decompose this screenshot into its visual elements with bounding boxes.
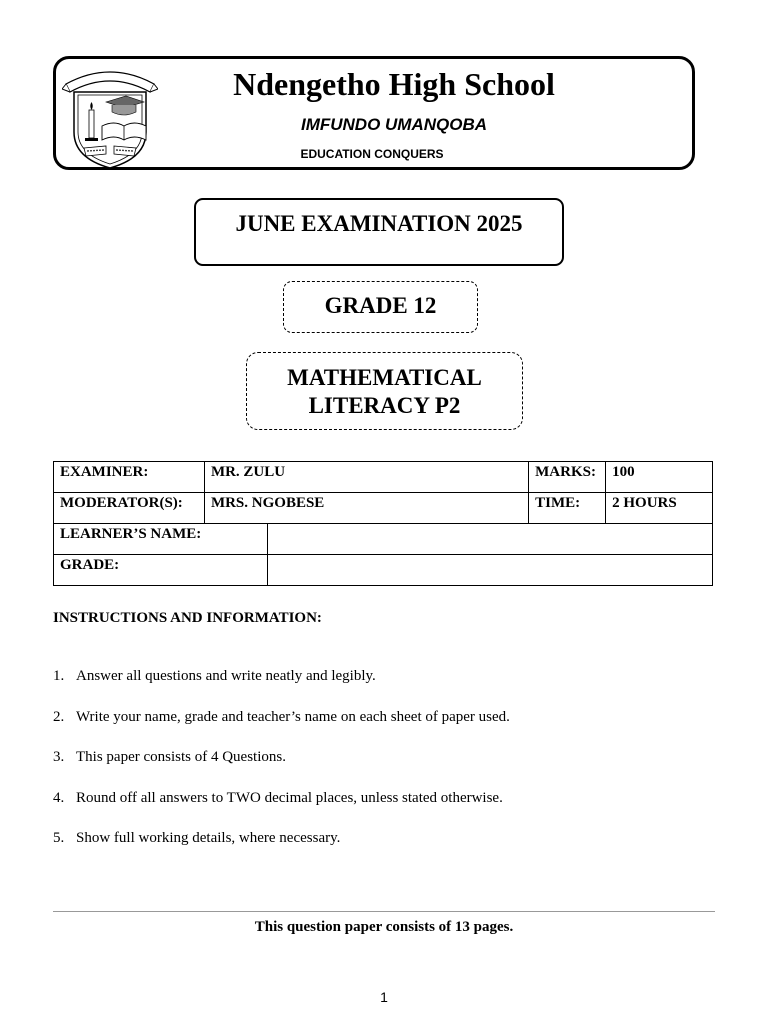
instructions-list <box>53 666 713 869</box>
grade-field[interactable] <box>267 555 712 586</box>
school-motto-translation: EDUCATION CONQUERS <box>300 147 444 161</box>
exam-details-table <box>53 461 713 586</box>
exam-subject <box>246 352 523 430</box>
school-motto: IMFUNDO UMANQOBA <box>300 115 488 134</box>
school-name: Ndengetho High School <box>233 66 555 102</box>
page-count-note: This question paper consists of 13 pages. <box>254 919 514 935</box>
grade-label: GRADE: <box>54 555 268 586</box>
instruction-text: This paper consists of 4 Questions. <box>76 749 286 765</box>
table-row <box>54 493 713 524</box>
list-item <box>53 747 713 788</box>
time-label: TIME: <box>529 493 606 524</box>
marks-value: 100 <box>606 462 713 493</box>
page-number: 1 <box>380 989 388 1005</box>
exam-grade: GRADE 12 <box>283 281 478 333</box>
examiner-label: EXAMINER: <box>54 462 205 493</box>
instruction-number: 4. <box>53 789 65 806</box>
instruction-number: 1. <box>53 668 65 684</box>
marks-label: MARKS: <box>529 462 606 493</box>
exam-subject-line-1: MATHEMATICAL <box>287 365 482 390</box>
list-item <box>53 707 713 748</box>
instruction-number: 2. <box>53 708 65 725</box>
time-value: 2 HOURS <box>606 493 713 524</box>
list-item <box>53 666 713 707</box>
instruction-text: Write your name, grade and teacher’s name on each sheet of paper used. <box>76 708 510 725</box>
instruction-text: Show full working details, where necessary. <box>76 830 341 846</box>
instructions-heading: INSTRUCTIONS AND INFORMATION: <box>53 610 322 626</box>
moderator-label: MODERATOR(S): <box>54 493 205 524</box>
instruction-number: 3. <box>53 749 65 765</box>
instruction-text: Answer all questions and write neatly and legibly. <box>76 668 376 684</box>
exam-subject-line-2: LITERACY P2 <box>308 393 461 418</box>
instruction-number: 5. <box>53 830 65 846</box>
school-crest-logo <box>62 62 158 172</box>
list-item <box>53 828 713 869</box>
table-row <box>54 462 713 493</box>
examiner-value: MR. ZULU <box>204 462 528 493</box>
table-row <box>54 524 713 555</box>
exam-title: JUNE EXAMINATION 2025 <box>194 198 564 266</box>
instruction-text: Round off all answers to TWO decimal places, unless stated otherwise. <box>76 789 503 806</box>
footer-divider <box>53 911 715 912</box>
list-item <box>53 788 713 829</box>
learner-name-field[interactable] <box>267 524 712 555</box>
moderator-value: MRS. NGOBESE <box>204 493 528 524</box>
learner-name-label: LEARNER’S NAME: <box>54 524 268 555</box>
table-row <box>54 555 713 586</box>
